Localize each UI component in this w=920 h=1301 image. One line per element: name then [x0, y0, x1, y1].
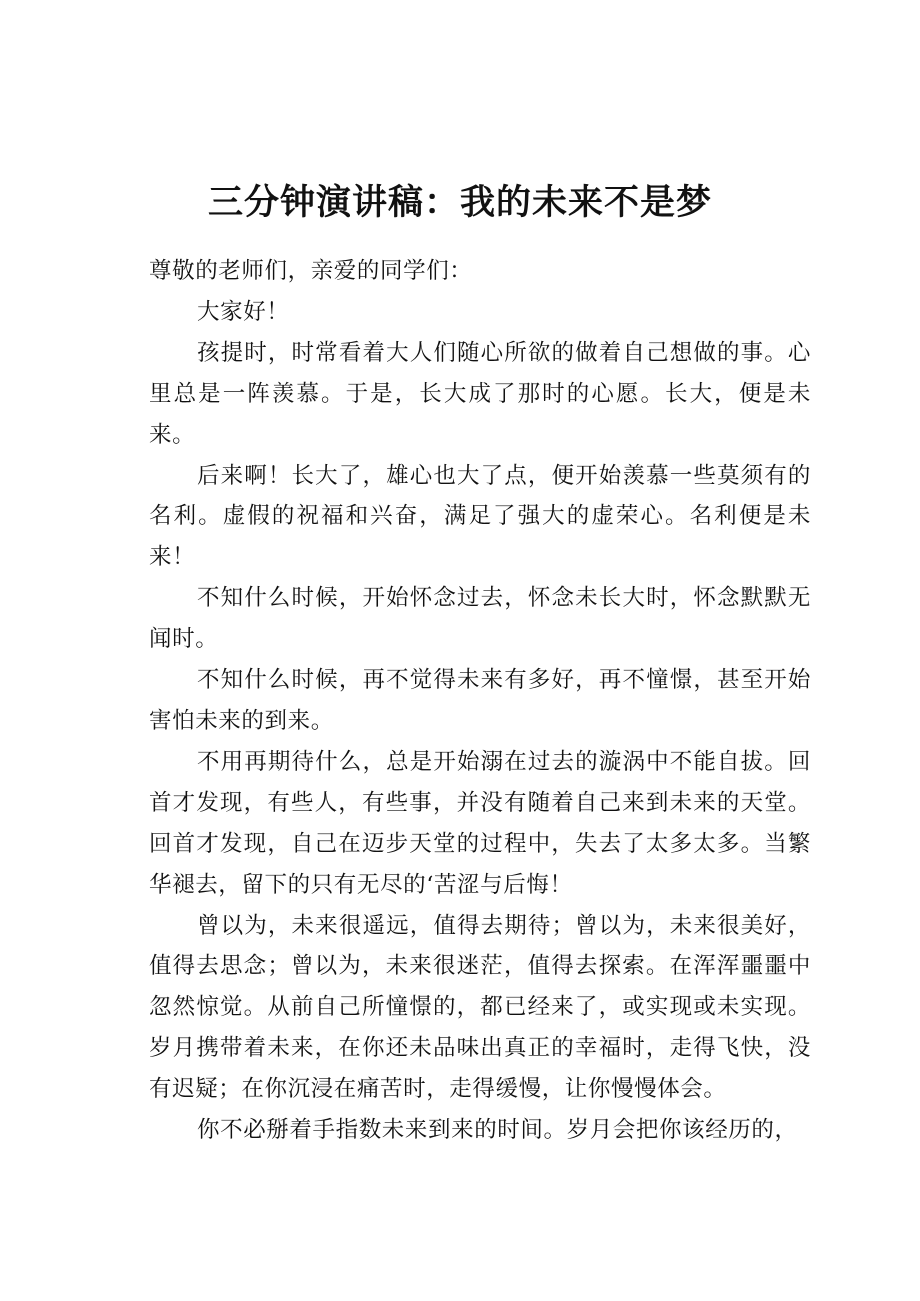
salutation: 尊敬的老师们，亲爱的同学们：	[149, 258, 473, 284]
paragraph-growing-up: 后来啊！长大了，雄心也大了点，便开始羡慕一些莫须有的名利。虚假的祝福和兴奋，满足了强大的虚荣心。名利便是未来！	[149, 462, 811, 571]
document-body	[149, 251, 811, 1151]
paragraph-once-thought: 曾以为，未来很遥远，值得去期待；曾以为，未来很美好，值得去思念；曾以为，未来很迷茫，值得去探索。在浑浑噩噩中忽然惊觉。从前自己所憧憬的，都已经来了，或实现或未实现。岁月携带着未来，在你还未品味出真正的幸福时，走得飞快，没有迟疑；在你沉浸在痛苦时，走得缓慢，让你慢慢体会。	[149, 912, 811, 1103]
paragraph-nostalgia: 不知什么时候，开始怀念过去，怀念未长大时，怀念默默无闻时。	[149, 585, 811, 653]
paragraph-childhood: 孩提时，时常看着大人们随心所欲的做着自己想做的事。心里总是一阵羡慕。于是，长大成了那时的心愿。长大，便是未来。	[149, 339, 811, 448]
paragraph-fear-of-future: 不知什么时候，再不觉得未来有多好，再不憧憬，甚至开始害怕未来的到来。	[149, 667, 811, 734]
paragraph-greeting: 大家好！	[197, 298, 290, 325]
paragraph-counting-time: 你不必掰着手指数未来到来的时间。岁月会把你该经历的，	[197, 1117, 798, 1144]
paragraph-looking-back: 不用再期待什么，总是开始溺在过去的漩涡中不能自拔。回首才发现，有些人，有些事，并没有随着自己来到未来的天堂。回首才发现，自己在迈步天堂的过程中，失去了太多太多。当繁华褪去，留下的只有无尽的‘苦涩与后悔！	[149, 748, 811, 898]
document-title: 三分钟演讲稿：我的未来不是梦	[207, 182, 712, 224]
